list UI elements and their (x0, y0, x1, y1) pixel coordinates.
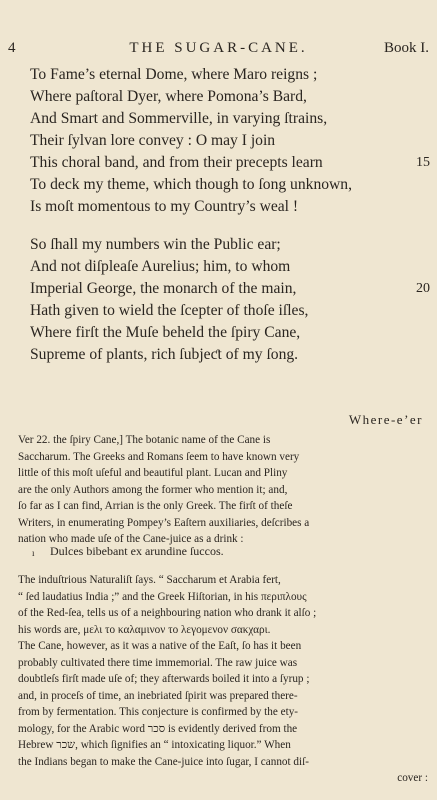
note-line: The induſtrious Naturaliſt ſays. “ Saccharum et Arabia fert, (18, 574, 281, 586)
verse-text: Is moſt momentous to my Country’s weal ! (30, 198, 299, 215)
verse-text: To deck my theme, which though to ſong unknown, (30, 176, 353, 193)
note-line: and, in proceſs of time, an inebriated ſpirit was prepared there- (18, 689, 298, 702)
verse-line (30, 196, 430, 218)
footnote-part-2 (18, 572, 428, 787)
verse-line (30, 64, 430, 86)
verse-text: Hath given to wield the ſcepter of thoſe iſles, (30, 302, 309, 319)
note-line: doubtleſs firſt made uſe of; they afterwards boiled it into a ſyrup ; (18, 673, 310, 685)
page-number: 4 (8, 40, 16, 56)
note-line: of the Red-ſea, tells us of a neighbouring nation who drank it alſo ; (18, 607, 317, 619)
quotation-text: Dulces bibebant ex arundine ſuccos. (50, 544, 224, 558)
note-line: nation who made uſe of the Cane-juice as a drink : (18, 533, 244, 545)
verse-line (30, 108, 430, 130)
latin-quotation (32, 544, 224, 559)
note-line: the Indians began to make the Cane-juice into ſugar, I cannot diſ- (18, 755, 309, 768)
note-line: The Cane, however, as it was a native of the Eaſt, ſo has it been (18, 640, 302, 652)
verse-line (30, 300, 430, 322)
book-label: Book I. (384, 40, 429, 56)
margin-mark: ı (32, 548, 35, 558)
note-line: are the only Authors among the former who mention it; and, (18, 483, 288, 496)
verse-text: Where firſt the Muſe beheld the ſpiry Cane, (30, 324, 301, 341)
verse-text: Supreme of plants, rich ſubjeƈt of my ſong. (30, 346, 299, 363)
verse-line (30, 152, 430, 174)
verse-line (30, 278, 430, 300)
verse-text: And not diſpleaſe Aurelius; him, to whom (30, 258, 291, 275)
verse-stanza-2 (30, 234, 430, 366)
page-header (8, 40, 429, 62)
verse-line (30, 130, 430, 152)
note-line: from by fermentation. This conjecture is confirmed by the ety- (18, 706, 299, 718)
verse-text: Where paſtoral Dyer, where Pomona’s Bard, (30, 88, 307, 105)
verse-text: This choral band, and from their precepts learn (30, 154, 323, 171)
catchword: Where-e’er (348, 412, 423, 427)
footnote-part-1 (18, 432, 428, 548)
verse-text: Their ſylvan lore convey : O may I join (30, 132, 276, 149)
note-line: Ver 22. the ſpiry Cane,] The botanic name of the Cane is (18, 434, 271, 446)
note-line: cover : (397, 772, 428, 784)
note-line: Saccharum. The Greeks and Romans ſeem to have known very (18, 450, 300, 463)
verse-line (30, 234, 430, 256)
note-line: Writers, in enumerating Pompey’s Eaſtern auxiliaries, deſcribes a (18, 516, 310, 529)
verse-line (30, 344, 430, 366)
verse-line (30, 174, 430, 196)
note-line: his words are, μελι το καλαμινον το λεγομενον σακχαρι. (18, 623, 271, 636)
verse-stanza-1 (30, 64, 430, 218)
note-line: Hebrew שכר, which ſignifies an “ intoxicating liquor.” When (18, 739, 291, 751)
note-line: “ ſed laudatius India ;” and the Greek Hiſtorian, in his περιπλους (18, 590, 307, 603)
verse-line (30, 322, 430, 344)
verse-text: And Smart and Sommerville, in varying ſtrains, (30, 110, 328, 127)
verse-text: To Fame’s eternal Dome, where Maro reigns ; (30, 66, 318, 83)
note-line: mology, for the Arabic word סכר is evidently derived from the (18, 722, 298, 735)
verse-line (30, 256, 430, 278)
note-line: probably cultivated there time immemorial. The raw juice was (18, 656, 298, 669)
verse-line (30, 86, 430, 108)
note-line: ſo far as I can find, Arrian is the only Greek. The firſt of theſe (18, 500, 293, 512)
line-number: 20 (416, 281, 430, 296)
verse-text: So ſhall my numbers win the Public ear; (30, 236, 281, 253)
running-title: THE SUGAR-CANE. (129, 40, 308, 56)
verse-text: Imperial George, the monarch of the main, (30, 280, 297, 297)
line-number: 15 (416, 155, 430, 170)
note-line: little of this moſt uſeful and beautiful plant. Lucan and Pliny (18, 467, 288, 479)
